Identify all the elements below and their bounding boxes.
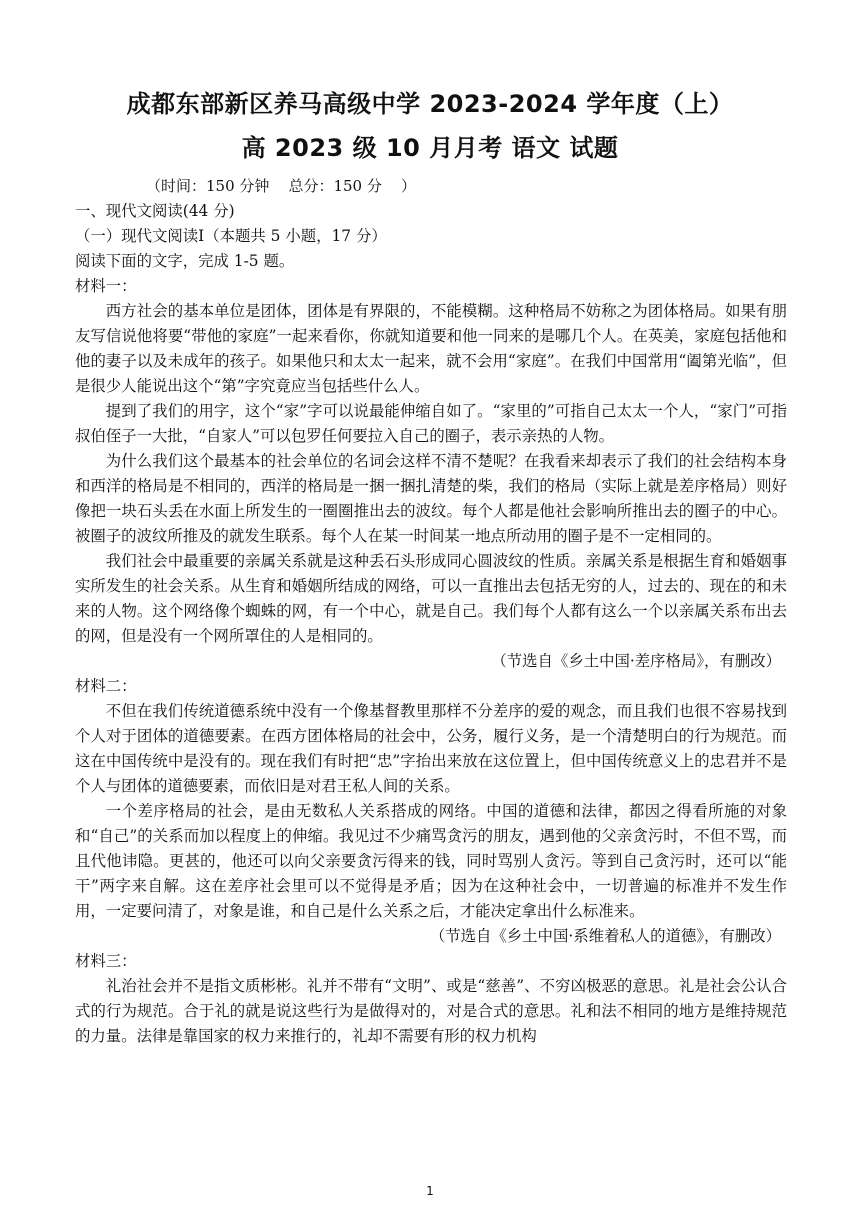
material1-paragraph: 我们社会中最重要的亲属关系就是这种丢石头形成同心圆波纹的性质。亲属关系是根据生育和婚姻事实所发生的社会关系。从生育和婚姻所结成的网络，可以一直推出去包括无穷的人，过去的、现在的和未来的人物。这个网络像个蜘蛛的网，有一个中心，就是自己。我们每个人都有这么一个以亲属关系布出去的网，但是没有一个网所罩住的人是相同的。 bbox=[75, 552, 787, 645]
material1-paragraph: 为什么我们这个最基本的社会单位的名词会这样不清不楚呢？在我看来却表示了我们的社会结构本身和西洋的格局是不相同的，西洋的格局是一捆一捆扎清楚的柴，我们的格局（实际上就是差序格局）则好像把一块石头丢在水面上所发生的一圈圈推出去的波纹。每个人都是他社会影响所推出去的圈子的中心。被圈子的波纹所推及的就发生联系。每个人在某一时间某一地点所动用的圈子是不一定相同的。 bbox=[75, 452, 787, 545]
material2-paragraph: 一个差序格局的社会，是由无数私人关系搭成的网络。中国的道德和法律，都因之得看所施的对象和“自己”的关系而加以程度上的伸缩。我见过不少痛骂贪污的朋友，遇到他的父亲贪污时，不但不骂，而且代他讳隐。更甚的，他还可以向父亲要贪污得来的钱，同时骂别人贪污。等到自己贪污时，还可以“能干”两字来自解。这在差序社会里可以不觉得是矛盾；因为在这种社会中，一切普遍的标准并不发生作用，一定要问清了，对象是谁，和自己是什么关系之后，才能决定拿出什么标准来。 bbox=[75, 802, 787, 920]
material1-source: （节选自《乡土中国·差序格局》，有删改） bbox=[491, 652, 781, 670]
section-heading: 一、现代文阅读(44 分) bbox=[75, 202, 235, 220]
material2-label: 材料二： bbox=[75, 677, 137, 695]
exam-info: （时间：150 分钟 总分：150 分 ） bbox=[146, 177, 416, 195]
material1-paragraph: 西方社会的基本单位是团体，团体是有界限的，不能模糊。这种格局不妨称之为团体格局。如果有朋友写信说他将要“带他的家庭”一起来看你，你就知道要和他一同来的是哪几个人。在英美，家庭包括他和他的妻子以及未成年的孩子。如果他只和太太一起来，就不会用“家庭”。在我们中国常用“阖第光临”，但是很少人能说出这个“第”字究竟应当包括些什么人。 bbox=[75, 302, 787, 395]
material3-label: 材料三： bbox=[75, 952, 137, 970]
page-number: 1 bbox=[426, 1184, 434, 1198]
exam-title-line2: 高 2023 级 10 月月考 语文 试题 bbox=[241, 134, 619, 162]
section-instruction: 阅读下面的文字，完成 1-5 题。 bbox=[75, 252, 295, 270]
exam-title-line1: 成都东部新区养马高级中学 2023-2024 学年度（上） bbox=[126, 90, 734, 118]
material1-label: 材料一： bbox=[75, 277, 137, 295]
material1-paragraph: 提到了我们的用字，这个“家”字可以说最能伸缩自如了。“家里的”可指自己太太一个人，“家门”可指叔伯侄子一大批，“自家人”可以包罗任何要拉入自己的圈子，表示亲热的人物。 bbox=[75, 402, 787, 445]
material2-paragraph: 不但在我们传统道德系统中没有一个像基督教里那样不分差序的爱的观念，而且我们也很不容易找到个人对于团体的道德要素。在西方团体格局的社会中，公务，履行义务，是一个清楚明白的行为规范。而这在中国传统中是没有的。现在我们有时把“忠”字抬出来放在这位置上，但中国传统意义上的忠君并不是个人与团体的道德要素，而依旧是对君王私人间的关系。 bbox=[75, 702, 787, 795]
material2-source: （节选自《乡土中国·系维着私人的道德》，有删改） bbox=[429, 927, 781, 945]
material3-paragraph: 礼治社会并不是指文质彬彬。礼并不带有“文明”、或是“慈善”、不穷凶极恶的意思。礼是社会公认合式的行为规范。合于礼的就是说这些行为是做得对的，对是合式的意思。礼和法不相同的地方是维持规范的力量。法律是靠国家的权力来推行的，礼却不需要有形的权力机构 bbox=[75, 977, 787, 1045]
section-subheading: （一）现代文阅读Ⅰ（本题共 5 小题，17 分） bbox=[75, 227, 387, 245]
exam-body bbox=[75, 199, 787, 1049]
